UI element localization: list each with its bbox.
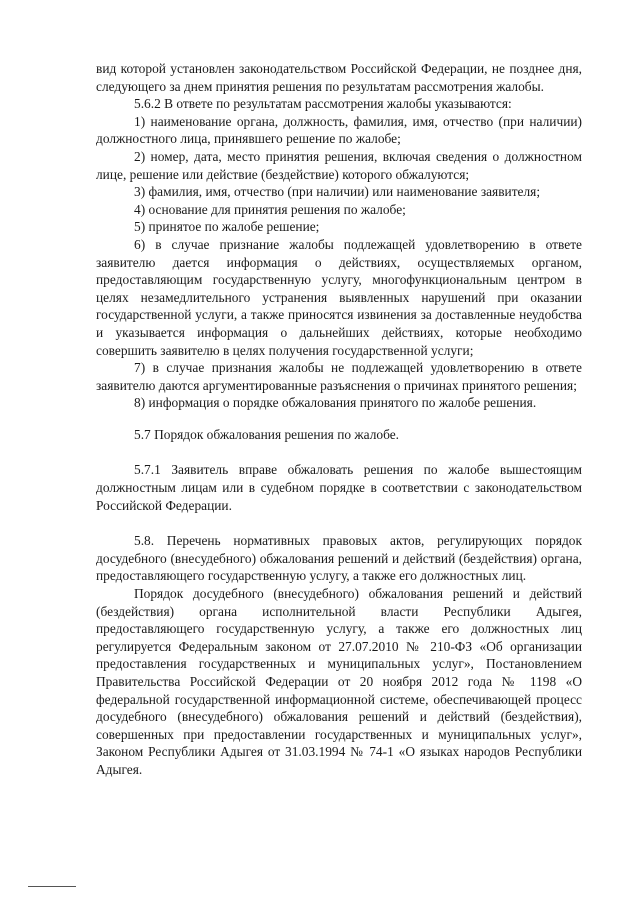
list-item-4: 4) основание для принятия решения по жалобе;: [134, 201, 406, 217]
list-item-3: 3) фамилия, имя, отчество (при наличии) или наименование заявителя;: [134, 184, 541, 200]
paragraph-5-6-2-heading: 5.6.2 В ответе по результатам рассмотрения жалобы указываются:: [134, 96, 512, 112]
list-item-5: 5) принятое по жалобе решение;: [134, 219, 320, 235]
list-item-1: 1) наименование органа, должность, фамилия, имя, отчество (при наличии) должностного лица, принявшего решение по жалобе;: [96, 113, 582, 147]
list-item-2: 2) номер, дата, место принятия решения, включая сведения о должностном лице, решение или действие (бездействие) которого обжалуются;: [96, 148, 582, 182]
section-5-8-heading: 5.8. Перечень нормативных правовых актов, регулирующих порядок досудебного (внесудебного) обжалования решений и действий (бездействия) органа, предоставляющего государственную услугу, а также его должностных лиц.: [96, 533, 582, 584]
footnote-separator-line: [28, 886, 76, 887]
list-item-8: 8) информация о порядке обжалования принятого по жалобе решения.: [134, 395, 537, 411]
list-item-6: 6) в случае признание жалобы подлежащей удовлетворению в ответе заявителю дается информация о действиях, осуществляемых органом, предоставляющим государственную услугу, многофункциональным центром в целях незамедлительного устранения выявленных нарушений при оказании государственной услуги, а также приносятся извинения за доставленные неудобства и указывается информация о дальнейших действиях, которые необходимо совершить заявителю в целях получения государственной услуги;: [96, 236, 582, 358]
document-page: [96, 60, 582, 779]
section-5-7-heading: 5.7 Порядок обжалования решения по жалобе.: [134, 426, 400, 442]
paragraph-continuation: вид которой установлен законодательством Российской Федерации, не позднее дня, следующего за днем принятия решения по результатам рассмотрения жалобы.: [96, 61, 582, 94]
list-item-7: 7) в случае признания жалобы не подлежащей удовлетворению в ответе заявителю даются аргументированные разъяснения о причинах принятого решения;: [96, 360, 582, 393]
paragraph-legal-basis: Порядок досудебного (внесудебного) обжалования решений и действий (бездействия) органа исполнительной власти Республики Адыгея, предоставляющего государственную услугу, а также его должностных лиц регулируется Федеральным законом от 27.07.2010 № 210-ФЗ «Об организации предоставления государственных и муниципальных услуг», Постановлением Правительства Российской Федерации от 20 ноября 2012 года № 1198 «О федеральной государственной информационной системе, обеспечивающей процесс досудебного (внесудебного) обжалования решений и действий (бездействия), совершенных при предоставлении государственных и муниципальных услуг», Законом Республики Адыгея от 31.03.1994 № 74-1 «О языках народов Республики Адыгея.: [96, 586, 582, 777]
paragraph-5-7-1: 5.7.1 Заявитель вправе обжаловать решения по жалобе вышестоящим должностным лицам или в судебном порядке в соответствии с законодательством Российской Федерации.: [96, 462, 582, 513]
